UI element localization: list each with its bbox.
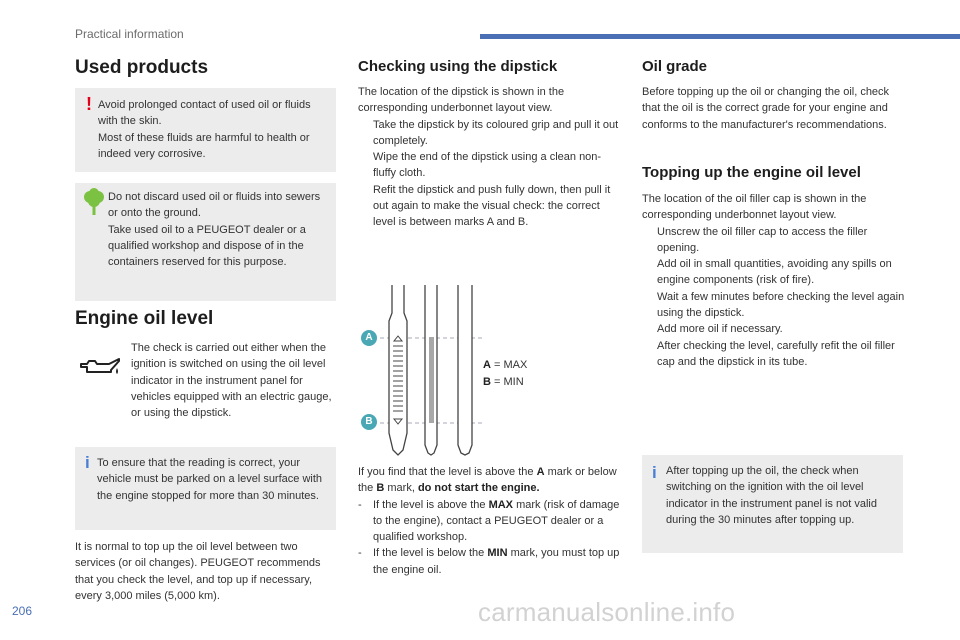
topping-up-step-3: Wait a few minutes before checking the level again using the dipstick. [657,290,905,320]
info-box-parking [75,447,336,530]
top-up-interval-text: It is normal to top up the oil level between two services (or oil changes). PEUGEOT recommends that you check the level, and top up if necessary, every 3,000 miles (5,000 km). [75,541,321,602]
marker-a-badge: A [361,330,377,346]
dipstick-diagram [355,285,495,457]
topping-up-step-1: Unscrew the oil filler cap to access the filler opening. [657,225,868,254]
dipstick-step-2: Wipe the end of the dipstick using a clean non-fluffy cloth. [373,151,602,180]
oil-can-icon [75,355,121,379]
header-rule [480,34,960,39]
warning-text-1: Avoid prolonged contact of used oil or fluids with the skin. [98,99,311,128]
dipstick-step-1: Take the dipstick by its coloured grip and pull it out completely. [373,118,619,147]
tree-icon [83,188,105,216]
info-topping-up-text: After topping up the oil, the check when switching on the ignition with the oil level indicator in the instrument panel is not valid during the 30 minutes after topping up. [666,465,877,526]
dipstick-step-3: Refit the dipstick and push fully down, then pull it out again to make the visual check: the correct level is between marks A and B. [373,183,611,229]
oil-grade-title: Oil grade [642,58,708,75]
info-box-topping-up [642,455,903,553]
oil-grade-text: Before topping up the oil or changing the oil, check that the oil is the correct grade for your engine and conforms to the manufacturer's recommendations. [642,86,890,131]
topping-up-title: Topping up the engine oil level [642,164,861,181]
engine-oil-level-text: The check is carried out either when the ignition is switched on using the oil level indicator in the instrument panel for vehicles equipped with an electric gauge, or using the dipstick. [131,342,332,420]
warning-icon: ! [86,94,92,114]
level-below-min: - If the level is below the MIN mark, you must top up the engine oil. [358,547,620,576]
topping-up-instructions [642,191,906,370]
marker-b-badge: B [361,414,377,430]
info-parking-text: To ensure that the reading is correct, your vehicle must be parked on a level surface with the engine stopped for more than 30 minutes. [97,457,323,502]
topping-up-step-4: Add more oil if necessary. [657,323,783,336]
topping-up-step-2: Add oil in small quantities, avoiding any spills on engine components (risk of fire). [657,258,892,287]
checking-dipstick-title: Checking using the dipstick [358,58,558,75]
warning-text-2: Most of these fluids are harmful to health or indeed very corrosive. [98,131,310,160]
level-warning-section [358,464,620,578]
used-products-title: Used products [75,57,209,78]
legend-a: A = MAX [483,359,528,371]
section-header: Practical information [75,27,184,41]
page-number: 206 [12,604,33,618]
info-icon: i [652,463,657,482]
environment-box [75,183,336,301]
topping-up-intro: The location of the oil filler cap is shown in the corresponding underbonnet layout view. [642,193,867,222]
environment-text-2: Take used oil to a PEUGEOT dealer or a qualified workshop and dispose of in the containers reserved for this purpose. [108,223,306,269]
warning-box [75,88,336,172]
level-above-max: - If the level is above the MAX mark (risk of damage to the engine), contact a PEUGEOT dealer or a qualified workshop. [358,498,620,544]
dipstick-intro: The location of the dipstick is shown in the corresponding underbonnet layout view. [358,86,565,115]
info-icon: i [85,453,90,472]
environment-text-1: Do not discard used oil or fluids into sewers or onto the ground. [108,191,321,220]
legend-b: B = MIN [483,376,524,388]
engine-oil-level-title: Engine oil level [75,308,214,329]
watermark-logo: carmanualsonline.info [478,597,736,627]
level-warning-text: If you find that the level is above the A mark or below the B mark, do not start the engine. [358,466,617,495]
topping-up-step-5: After checking the level, carefully refit the oil filler cap and the dipstick in its tube. [657,339,895,368]
dipstick-instructions [358,84,620,231]
